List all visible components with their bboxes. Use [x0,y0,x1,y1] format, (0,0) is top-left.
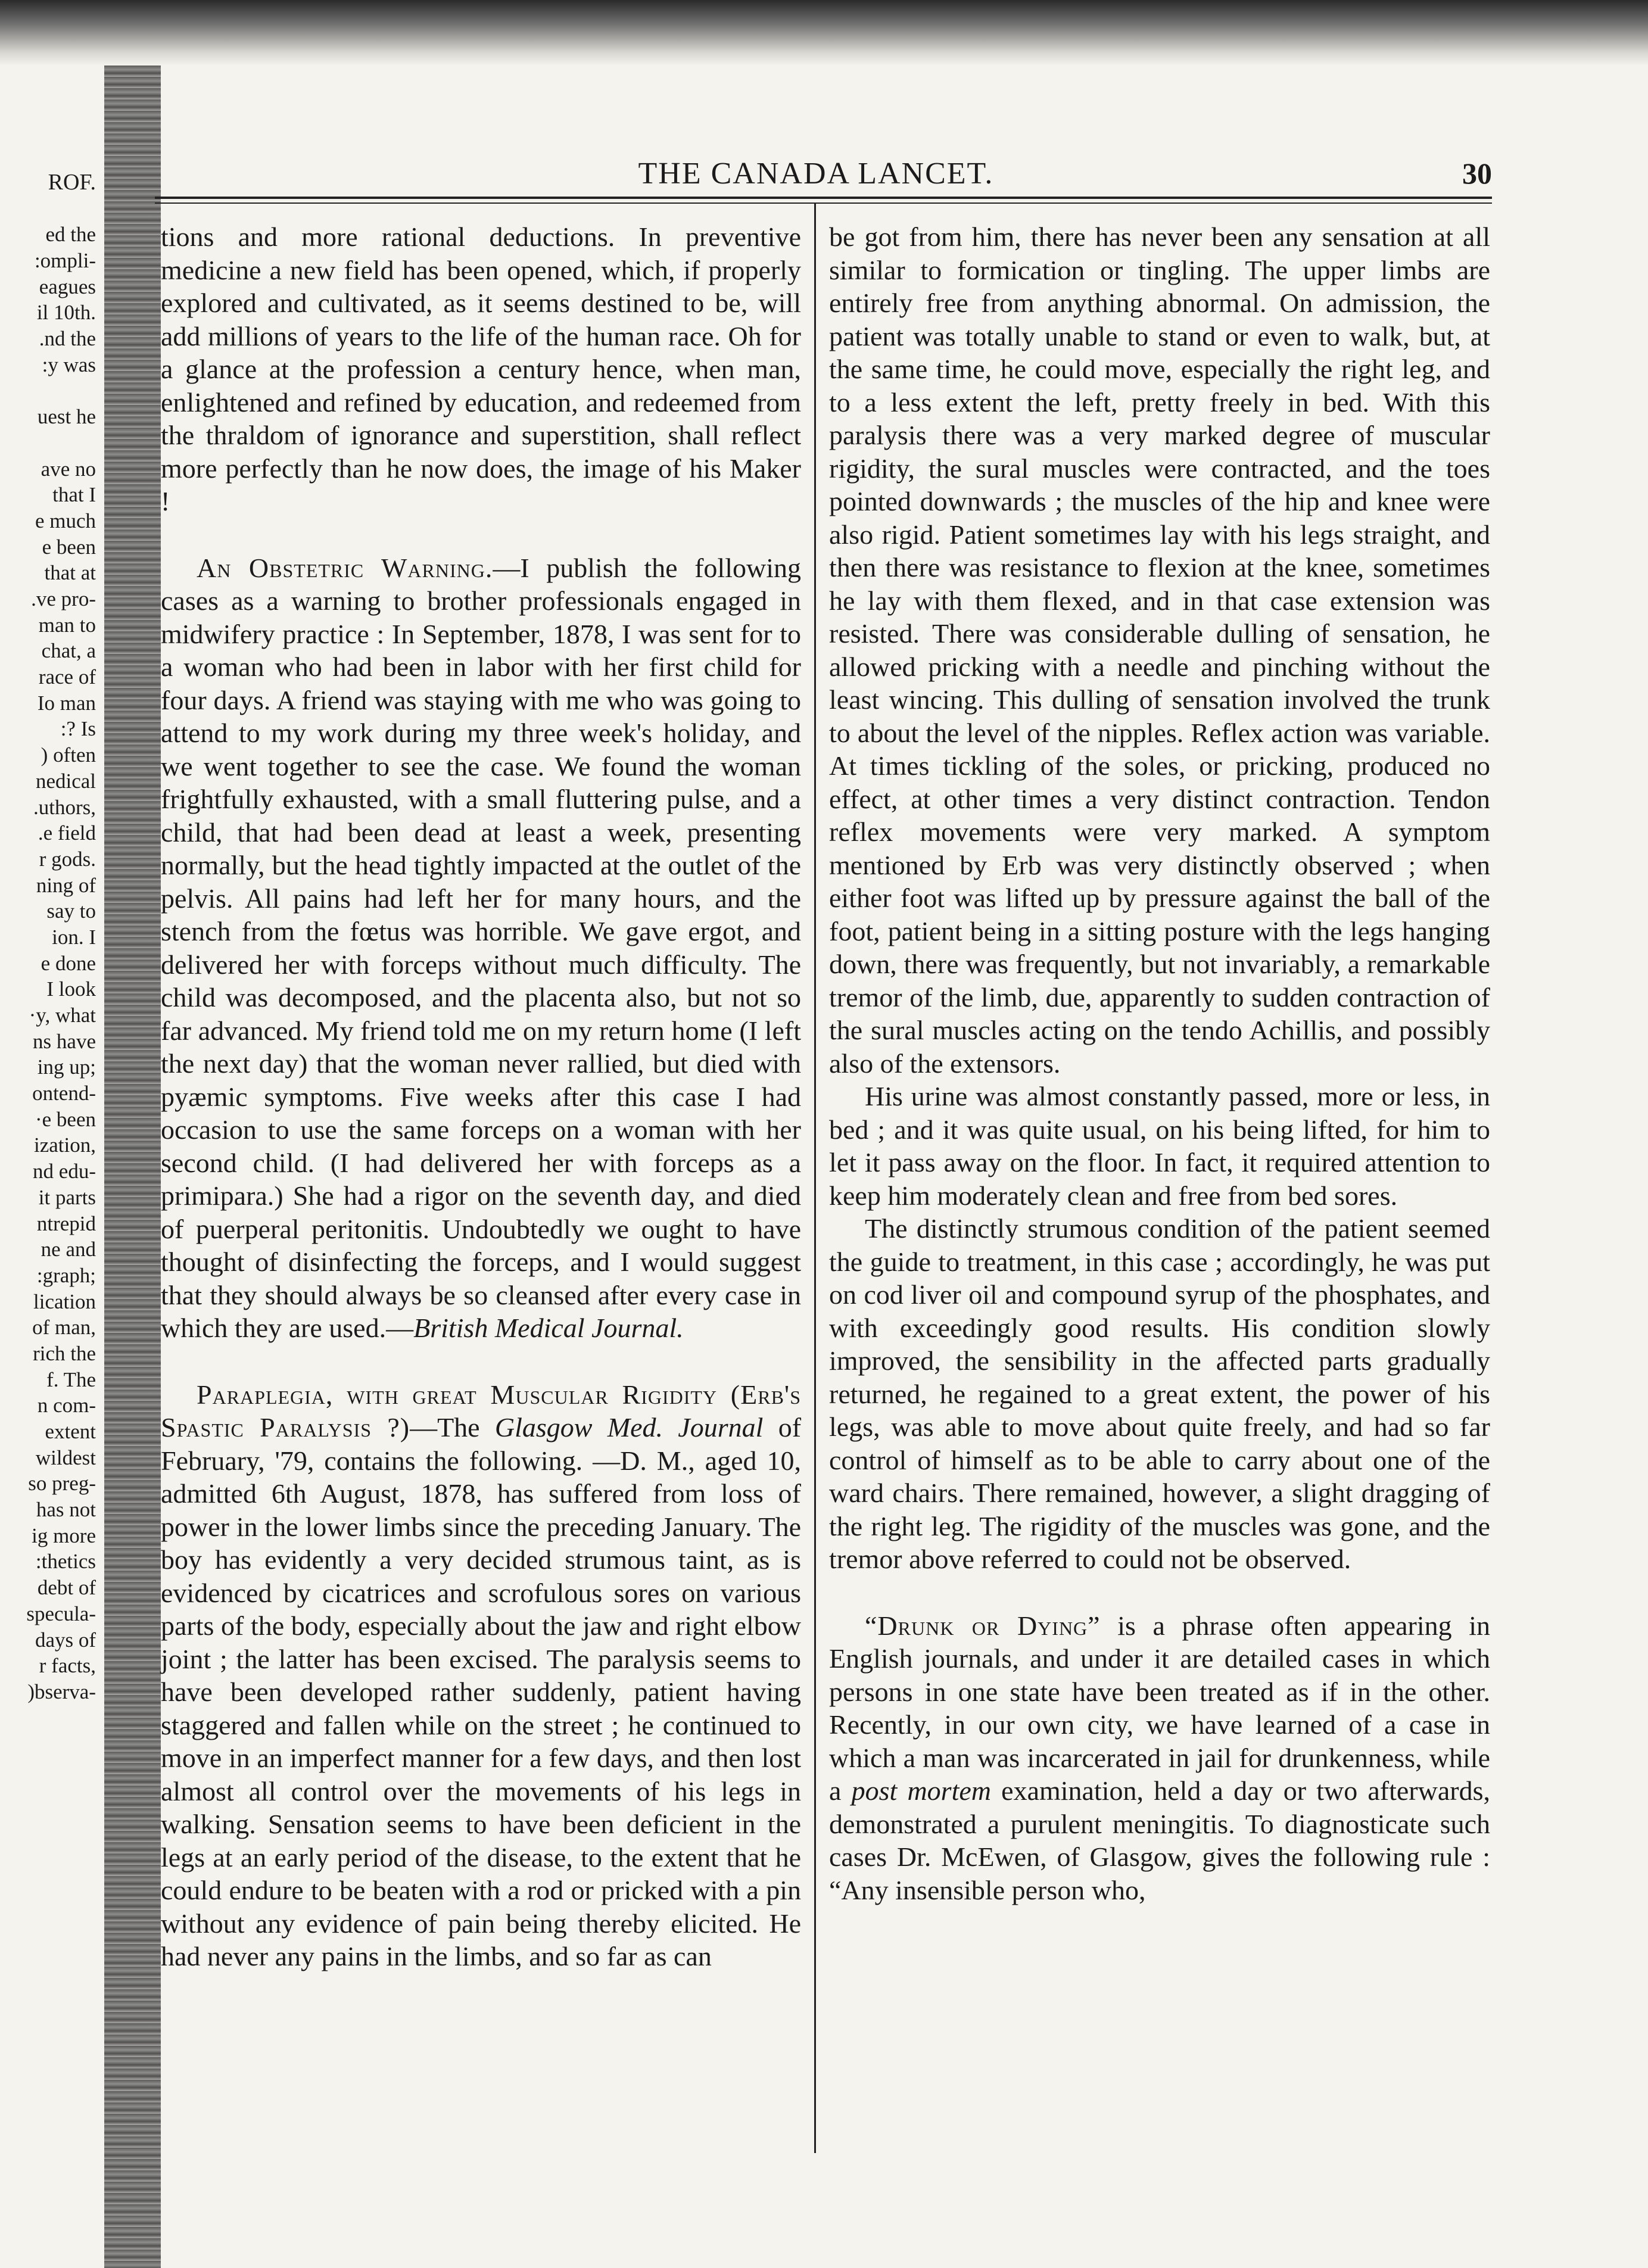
margin-fragment: has not [36,1498,96,1522]
preventive-medicine-paragraph: tions and more rational deductions. In preventive medicine a new field has been opened, which, if properly explored and cultivated, as it seems destined to be, will add millions of years to the life of the human race. Oh for a glance at the profession a century hence, when man, enlightened and refined by education, and redeemed from the thraldom of ignorance and superstition, shall reflect more perfectly than he now does, the image of his Maker ! [161,222,801,516]
margin-fragment: wildest [35,1445,96,1469]
margin-fragment: ave no [41,457,96,481]
margin-fragment: it parts [38,1185,96,1209]
margin-fragment: :? Is [60,717,96,741]
header-rule [155,197,1492,199]
adjacent-page-margin [0,170,104,2225]
margin-fragment: r gods. [39,847,96,871]
margin-fragment [0,378,104,404]
margin-fragment: race of [38,665,96,689]
margin-fragment: ) often [41,743,96,767]
running-head: THE CANADA LANCET. [638,157,994,191]
article-title: An Obstetric Warning. [197,552,493,583]
article-body-cont: examination, held a day or two afterwards, demonstrated a purulent meningitis. To diagnosticate such cases Dr. McEwen, of Glasgow, gives the following rule : “Any insensible person who, [829,1775,1490,1905]
article-title: Paraplegia, with great Muscular Rigidity (Erb's Spastic Paralysis ?) [161,1379,801,1443]
article-source: British Medical Journal. [413,1313,684,1343]
margin-fragment: :graph; [36,1263,96,1287]
margin-fragment: )bserva- [27,1680,96,1703]
margin-fragment: ization, [34,1133,96,1157]
binding-edge [0,0,1648,66]
margin-fragment [0,430,104,456]
header-rule-thin [155,202,1492,204]
treatment-paragraph: The distinctly strumous condition of the patient seemed the guide to treatment, in this case ; accordingly, he was put on cod liver oil and compound syrup of the phosphates, and with exceedingly good results. His condition slowly improved, the sensibility in the affected parts gradually returned, he regained to a great extent, the power of his legs, was able to move about quite freely, and had so far control of himself as to be able to carry about one of the ward chairs. There remained, however, a slight dragging of the right leg. The rigidity of the muscles was gone, and the tremor above referred to could not be observed. [829,1213,1490,1574]
margin-fragment: days of [35,1628,96,1652]
page-number: 30 [1462,157,1492,190]
margin-fragment: ne and [41,1238,96,1261]
margin-fragment: ·e been [35,1107,96,1131]
paraplegia-continued-paragraph: be got from him, there has never been any sensation at all similar to formication or tingling. The upper limbs are entirely free from anything abnormal. On admission, the patient was totally unable to stand or even to walk, but, at the same time, he could move, especially the right leg, and to a less extent the left, pretty freely in bed. With this paralysis there was a very marked degree of muscular rigidity, the sural muscles were contracted, and the toes pointed downwards ; the muscles of the hip and knee were also rigid. Patient sometimes lay with his legs straight, and then there was resistance to flexion at the knee, sometimes he lay with them flexed, and in that case extension was resisted. There was considerable dulling of sensation, he allowed pricking with a needle and pinching without the least wincing. This dulling of sensation involved the trunk to about the level of the nipples. Reflex action was variable. At times tickling of the soles, or pricking, produced no effect, at other times a very distinct contraction. Tendon reflex movements were very marked. A symptom mentioned by Erb was very distinctly observed ; when either foot was lifted up by pressure against the ball of the foot, patient being in a sitting posture with the legs hanging down, there was frequently, but not invariably, a remarkable tremor of the limb, due, apparently to sudden contraction of the sural muscles acting on the tendo Achillis, and possibly also of the extensors. [829,222,1490,1079]
margin-fragment: lication [33,1289,96,1313]
obstetric-warning-article [161,552,801,1345]
margin-fragment: :thetics [35,1550,96,1574]
margin-fragment: debt of [37,1576,96,1600]
margin-fragment: ROF. [48,170,96,195]
margin-fragment: e much [35,509,96,532]
margin-fragment: nd edu- [33,1160,96,1183]
margin-fragment: ig more [32,1524,96,1547]
margin-fragment: that at [44,561,96,585]
article-body: is a phrase often appearing in English journals, and under it are detailed cases in which persons in one state have been treated as if in the other. Recently, in our own city, we have learned of a case in which a man was incarcerated in jail for drunkenness, while a [829,1610,1490,1806]
paraplegia-article [161,1378,801,1973]
margin-fragment: that I [52,483,96,507]
margin-fragment: Io man [37,691,96,715]
margin-fragment: .e field [38,821,96,845]
margin-fragment: :ompli- [34,249,96,273]
margin-fragment [0,196,104,222]
margin-fragment: nedical [35,769,96,793]
column-divider [814,202,816,2153]
margin-fragment: specula- [26,1602,96,1625]
margin-fragment: eagues [39,275,96,298]
margin-fragment: ning of [36,873,96,897]
margin-fragment: ontend- [32,1082,96,1105]
margin-fragment: .ve pro- [31,587,96,610]
margin-fragment: chat, a [41,639,96,663]
margin-fragment: e done [41,951,96,975]
article-term: post mortem [851,1775,991,1806]
urine-paragraph: His urine was almost constantly passed, more or less, in bed ; and it was quite usual, on his being lifted, for him to let it pass away on the floor. In fact, it required attention to keep him moderately clean and free from bed sores. [829,1081,1490,1211]
margin-fragment: ·y, what [29,1004,96,1027]
margin-fragment: ed the [45,223,96,247]
margin-fragment: :y was [42,353,96,376]
margin-fragment: n com- [37,1394,96,1418]
margin-fragment: .uthors, [33,795,96,819]
margin-fragment: ing up; [37,1055,96,1079]
right-column [829,220,1490,1906]
margin-fragment: say to [46,899,96,923]
margin-fragment: so preg- [28,1472,96,1496]
margin-fragment: il 10th. [36,301,96,325]
margin-fragment: rich the [33,1341,96,1365]
margin-fragment: e been [42,535,96,559]
article-title: “Drunk or Dying” [865,1610,1101,1641]
margin-fragment: ion. I [52,925,96,949]
margin-fragment: ns have [33,1029,96,1053]
margin-fragment: extent [45,1420,96,1443]
margin-fragment: .nd the [39,327,96,351]
margin-fragment: of man, [32,1316,96,1339]
article-lead: —The [410,1412,495,1443]
margin-fragment: uest he [37,405,96,429]
margin-fragment: r facts, [39,1654,96,1678]
drunk-or-dying-article [829,1609,1490,1907]
article-body: of February, '79, contains the following. —D. M., aged 10, admitted 6th August, 1878, has suffered from loss of power in the lower limbs since the preceding January. The boy has evidently a very decided strumous taint, as is evidenced by cicatrices and scrofulous sores on various parts of the body, especially about the jaw and right elbow joint ; the latter has been excised. The paralysis seems to have been developed rather suddenly, patient having staggered and fallen while on the street ; he continued to move in an imperfect manner for a few days, and then lost almost all control over the movements of his legs in walking. Sensation seems to have been deficient in the legs at an early period of the disease, to the extent that he could endure to be beaten with a rod or pricked with a pin without any evidence of pain being thereby elicited. He had never any pains in the limbs, and so far as can [161,1412,802,1971]
article-journal: Glasgow Med. Journal [494,1412,764,1443]
margin-fragment: ntrepid [36,1211,96,1235]
binding-spine [104,66,161,2268]
article-body: —I publish the following cases as a warning to brother professionals engaged in midwifery practice : In September, 1878, I was sent for to a woman who had been in labor with her first child for four days. A friend was staying with me who was going to attend to my work during my three week's holiday, and we went together to see the case. We found the woman frightfully exhausted, with a small fluttering pulse, and a child, that had been dead at least a week, presenting normally, but the head tightly impacted at the outlet of the pelvis. All pains had left her for many hours, and the stench from the fœtus was horrible. We gave ergot, and delivered her with forceps without much difficulty. The child was decomposed, and the placenta also, but not so far advanced. My friend told me on my return home (I left the next day) that the woman never rallied, but died with pyæmic symptoms. Five weeks after this case I had occasion to use the same forceps on a woman with her second child. (I had delivered her with forceps as a primipara.) She had a rigor on the seventh day, and died of puerperal peritonitis. Undoubtedly we ought to have thought of disinfecting the forceps, and I would suggest that they should always be so cleansed after every case in which they are used.— [161,552,801,1343]
left-column [161,220,801,1973]
margin-fragment: I look [46,977,96,1001]
margin-fragment: f. The [46,1367,96,1391]
margin-fragment: man to [38,613,96,637]
